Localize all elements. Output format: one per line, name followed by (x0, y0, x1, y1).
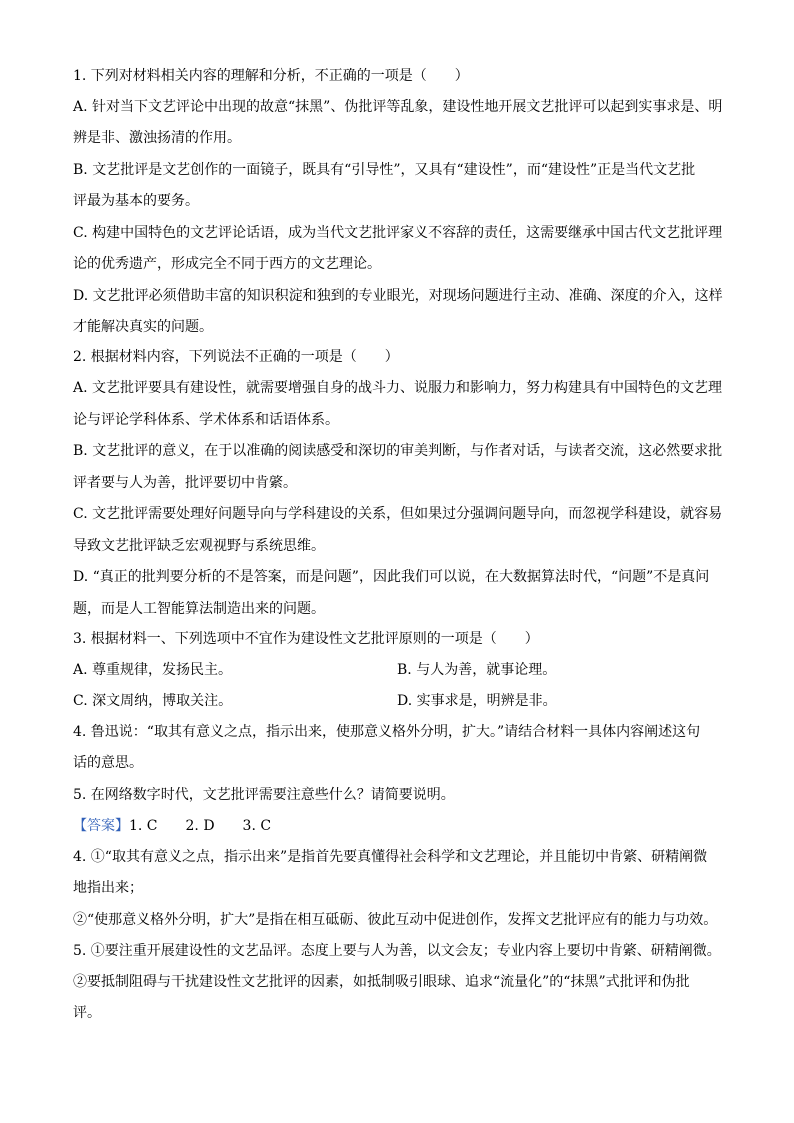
answer4-line3: ②“使那意义格外分明，扩大”是指在相互砥砺、彼此互动中促进创作，发挥文艺批评应有的能力与功效。 (73, 912, 718, 928)
answer-mc: 1. C 2. D 3. C (129, 818, 272, 834)
q1-option-a-line1: A. 针对当下文艺评论中出现的故意“抹黑”、伪批评等乱象，建设性地开展文艺批评可以起到实事求是、明 (73, 99, 723, 115)
answer5-line2: ②要抵制阻碍与干扰建设性文艺批评的因素，如抵制吸引眼球、追求“流量化”的“抹黑”式批评和伪批 (73, 974, 690, 990)
answer5-line3: 评。 (73, 1005, 101, 1021)
q2-option-a-line1: A. 文艺批评要具有建设性，就需要增强自身的战斗力、说服力和影响力，努力构建具有中国特色的文艺理 (73, 380, 723, 396)
q2-option-b-line2: 评者要与人为善，批评要切中肯綮。 (73, 475, 297, 491)
q3-option-a: A. 尊重规律，发扬民主。 (73, 662, 233, 678)
q2-stem: 2. 根据材料内容，下列说法不正确的一项是（ ） (73, 349, 399, 365)
answer4-line2: 地指出来； (73, 880, 143, 896)
q2-option-b-line1: B. 文艺批评的意义，在于以准确的阅读感受和深切的审美判断，与作者对话，与读者交流，这必然要求批 (73, 443, 723, 459)
q2-option-d-line1: D. “真正的批判要分析的不是答案，而是问题”，因此我们可以说，在大数据算法时代，“问题”不是真问 (73, 569, 710, 585)
q3-option-d: D. 实事求是，明辨是非。 (397, 693, 557, 709)
q2-option-c-line1: C. 文艺批评需要处理好问题导向与学科建设的关系，但如果过分强调问题导向，而忽视学科建设，就容易 (73, 506, 723, 522)
q4-line2: 话的意思。 (73, 755, 143, 771)
answer-label: 【答案】 (73, 818, 129, 834)
q3-option-c: C. 深文周纳，博取关注。 (73, 693, 233, 709)
answer-line (73, 816, 723, 836)
q1-stem: 1. 下列对材料相关内容的理解和分析，不正确的一项是（ ） (73, 68, 469, 84)
q1-option-b-line2: 评最为基本的要务。 (73, 193, 199, 209)
answer5-line1: 5. ①要注重开展建设性的文艺品评。态度上要与人为善，以文会友；专业内容上要切中肯綮、研精阐微。 (73, 943, 721, 959)
q4-line1: 4. 鲁迅说：“取其有意义之点，指示出来，使那意义格外分明，扩大。”请结合材料一具体内容阐述这句 (73, 724, 701, 740)
q1-option-a-line2: 辨是非、激浊扬清的作用。 (73, 130, 241, 146)
q2-option-a-line2: 论与评论学科体系、学术体系和话语体系。 (73, 412, 339, 428)
q1-option-d-line2: 才能解决真实的问题。 (73, 319, 213, 335)
q1-option-b-line1: B. 文艺批评是文艺创作的一面镜子，既具有“引导性”，又具有“建设性”，而“建设性”正是当代文艺批 (73, 162, 696, 178)
answer4-line1: 4. ①“取其有意义之点，指示出来”是指首先要真懂得社会科学和文艺理论，并且能切中肯綮、研精阐微 (73, 849, 708, 865)
q1-option-c-line1: C. 构建中国特色的文艺评论话语，成为当代文艺批评家义不容辞的责任，这需要继承中国古代文艺批评理 (73, 225, 723, 241)
q1-option-d-line1: D. 文艺批评必须借助丰富的知识积淀和独到的专业眼光，对现场问题进行主动、准确、深度的介入，这样 (73, 288, 723, 304)
q3-stem: 3. 根据材料一、下列选项中不宜作为建设性文艺批评原则的一项是（ ） (73, 631, 539, 647)
q2-option-c-line2: 导致文艺批评缺乏宏观视野与系统思维。 (73, 538, 325, 554)
q1-option-c-line2: 论的优秀遗产，形成完全不同于西方的文艺理论。 (73, 256, 381, 272)
q5-line: 5. 在网络数字时代，文艺批评需要注意些什么？请简要说明。 (73, 787, 455, 803)
q3-option-b: B. 与人为善，就事论理。 (397, 662, 557, 678)
q2-option-d-line2: 题，而是人工智能算法制造出来的问题。 (73, 601, 325, 617)
